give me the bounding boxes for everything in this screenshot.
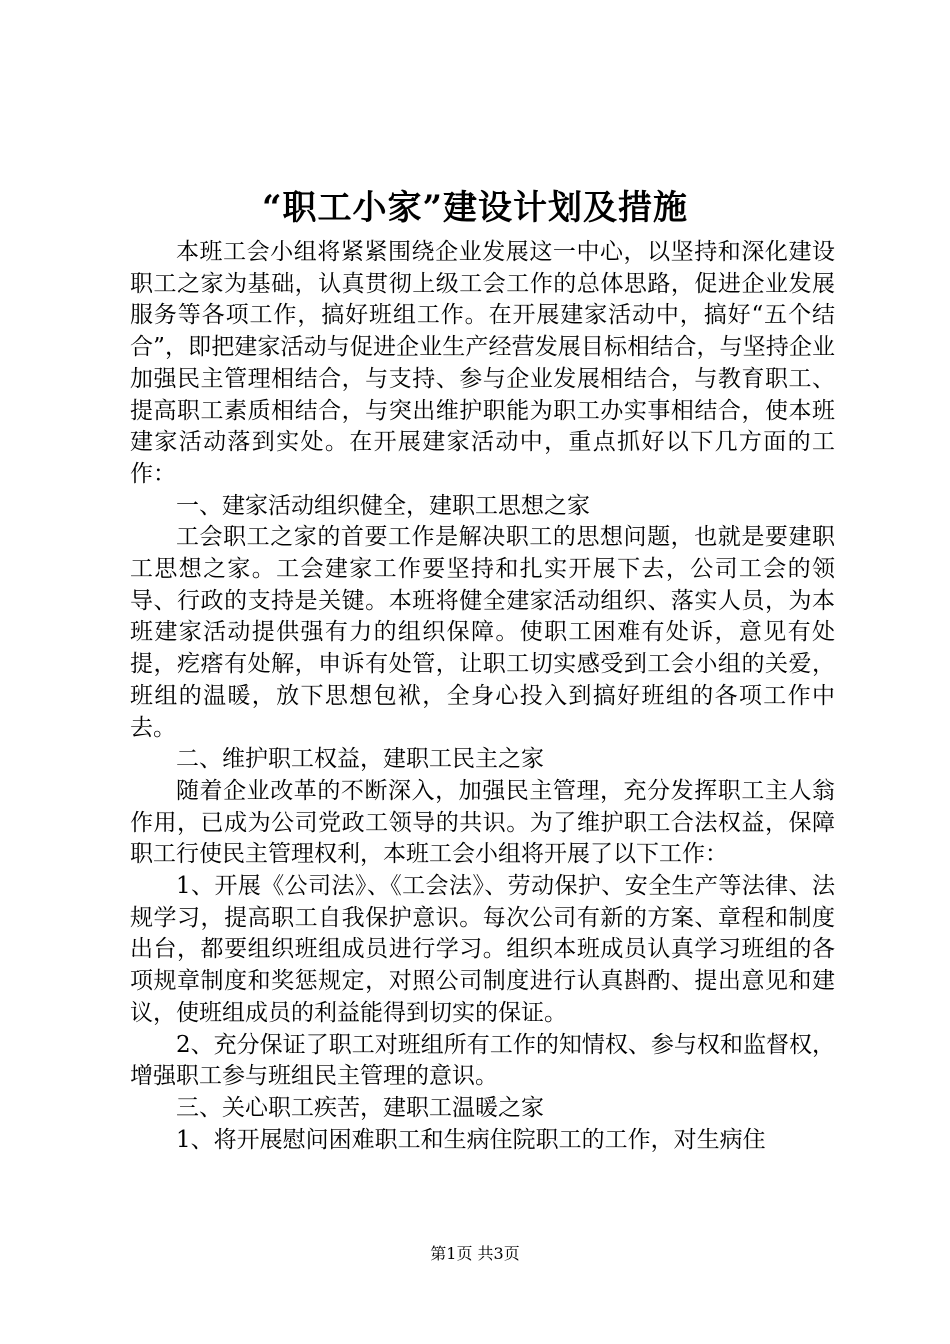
list-item-1: 1、开展《公司法》、《工会法》、劳动保护、安全生产等法律、法规学习，提高职工自我保护意识。每次公司有新的方案、章程和制度出台，都要组织班组成员进行学习。组织本班成员认真学习班组的各项规章制度和奖惩规定，对照公司制度进行认真斟酌、提出意见和建议，使班组成员的利益能得到切实的保证。 — [130, 873, 835, 1026]
section-heading-3: 三、关心职工疾苦，建职工温暖之家 — [176, 1094, 544, 1121]
paragraph-section-1: 工会职工之家的首要工作是解决职工的思想问题，也就是要建职工思想之家。工会建家工作要坚持和扎实开展下去，公司工会的领导、行政的支持是关键。本班将健全建家活动组织、落实人员，为本班建家活动提供强有力的组织保障。使职工困难有处诉，意见有处提，疙瘩有处解，申诉有处管，让职工切实感受到工会小组的关爱，班组的温暖，放下思想包袱，全身心投入到搞好班组的各项工作中去。 — [130, 524, 835, 741]
document-body — [130, 237, 835, 1156]
document-title: “职工小家”建设计划及措施 — [261, 188, 689, 228]
page-number-footer: 第1页 共3页 — [430, 1244, 520, 1263]
paragraph-section-2: 随着企业改革的不断深入，加强民主管理，充分发挥职工主人翁作用，已成为公司党政工领导的共识。为了维护职工合法权益，保障职工行使民主管理权利，本班工会小组将开展了以下工作： — [130, 777, 835, 868]
list-item-3: 1、将开展慰问困难职工和生病住院职工的工作，对生病住 — [176, 1126, 766, 1153]
section-heading-2: 二、维护职工权益，建职工民主之家 — [176, 746, 544, 773]
list-item-2: 2、充分保证了职工对班组所有工作的知情权、参与权和监督权，增强职工参与班组民主管理的意识。 — [130, 1031, 835, 1090]
section-heading-1: 一、建家活动组织健全，建职工思想之家 — [176, 492, 590, 519]
paragraph-intro: 本班工会小组将紧紧围绕企业发展这一中心，以坚持和深化建设职工之家为基础，认真贯彻上级工会工作的总体思路，促进企业发展服务等各项工作，搞好班组工作。在开展建家活动中，搞好“五个结合”，即把建家活动与促进企业生产经营发展目标相结合，与坚持企业加强民主管理相结合，与支持、参与企业发展相结合，与教育职工、提高职工素质相结合，与突出维护职能为职工办实事相结合，使本班建家活动落到实处。在开展建家活动中，重点抓好以下几方面的工作： — [130, 239, 835, 487]
